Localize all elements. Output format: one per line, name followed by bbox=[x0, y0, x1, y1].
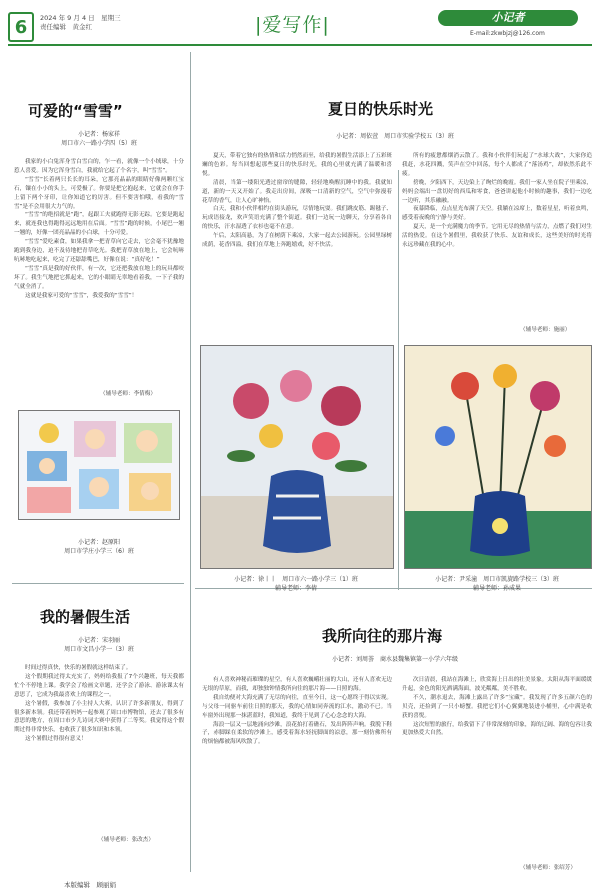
art-2-caption bbox=[200, 575, 392, 593]
article-1-author: 小记者：杨家祥 bbox=[77, 131, 120, 138]
article-4-byline: 小记者：刘周荟 商水县魏集镇第一小学六年级 bbox=[331, 656, 458, 663]
paragraph: 时间过得真快，快乐的暑假就这样结束了。 bbox=[25, 665, 132, 671]
paragraph: “雪雪”爱吃素食，如果我拿一把青草向它走去，它会毫不犹豫地跑到我身边，迫不及待地把青草吃光。我把青草放在地上，它会吭哧吭哧地吃起来，吃完了还舔舔嘴巴，好像在说：“真好吃！” bbox=[14, 239, 184, 263]
column-divider-left bbox=[190, 52, 191, 872]
article-1-body bbox=[14, 158, 184, 390]
paragraph: 这个假期我过得太充实了，妈妈给我报了7个兴趣班，每天我都忙个不停地上课。我学会了绘画文章题，还学会了游泳、游泳课太有意思了，它成为我最喜欢上的课程之一。 bbox=[14, 673, 184, 698]
responsible-editor: 责任编辑 黄金红 bbox=[40, 23, 92, 31]
article-4-col1 bbox=[202, 676, 392, 872]
article-4-col2 bbox=[402, 676, 592, 862]
paragraph: 所有的疲惫都烟消云散了。我和小伙伴们玩起了“水球大战”，大家你追我赶，水花四溅，笑声在空中回荡，每个人都成了“落汤鸡”，却依然乐此不疲。 bbox=[402, 153, 592, 177]
paragraph: 夜幕降临，点点星光布满了天空。我躺在凉席上，数着星星，听着虫鸣，感受着夜晚的宁静与美好。 bbox=[402, 206, 592, 222]
article-3-teacher: （辅导老师：张改杰） bbox=[98, 837, 154, 843]
article-3-author: 小记者：宋羽丽 bbox=[77, 637, 120, 644]
article-4-title: 我所向往的那片海 bbox=[322, 627, 443, 645]
art-3-author: 小记者：尹采潼 周口市凯旋路学校三（3）班 bbox=[435, 576, 559, 583]
flower-vase-illustration-1 bbox=[201, 346, 393, 568]
article-2-title: 夏日的快乐时光 bbox=[328, 100, 434, 118]
article-1-title: 可爱的“雪雪” bbox=[28, 102, 123, 120]
paragraph: 我家的小白兔浑身雪白雪白的，乍一看，就像一个小绒球，十分惹人喜爱。因为它浑身雪白，我就给它起了个名字，叫“雪雪”。 bbox=[14, 159, 184, 174]
column-divider-middle bbox=[398, 170, 399, 590]
paragraph: “雪雪”真是我的好伙伴，有一次，它还把我放在地上的玩具都咬坏了。我生气地把它抓起来，它的小眼睛无辜地看着我，一下子我的气就全消了。 bbox=[14, 265, 184, 290]
paragraph: 有人喜欢神秘而璀璨的星空，有人喜欢巍峨壮丽的大山，还有人喜欢无边无垠的草原，而我，却独独钟情我所向往的那片海——日照的海。 bbox=[202, 677, 392, 692]
paragraph: 午后，太阳高悬，为了在树荫下乘凉，大家一起去公园游玩。公园里绿树成荫，花香四溢，我们在草地上奔跑嬉戏，好不快活。 bbox=[202, 233, 392, 249]
issue-date: 2024 年 9 月 4 日 星期三 bbox=[40, 14, 121, 22]
paragraph: 夏天，带着它独有的热情和活力悄然而至，给我的暑假生活添上了五彩斑斓的色彩。每当回想起那些夏日的快乐时光，我的心里就充满了温暖和喜悦。 bbox=[202, 153, 392, 177]
paragraph: 次日清晨，我站在海滩上，欣赏海上日出的壮美景象。太阳从海平面缓缓升起，金色的阳光洒满海面，波光粼粼，美不胜收。 bbox=[402, 677, 592, 692]
section-title: |爱写作| bbox=[255, 14, 330, 36]
article-2-col2 bbox=[402, 152, 592, 322]
section-title-text: 爱写作 bbox=[262, 14, 323, 36]
row-divider-left bbox=[12, 583, 184, 584]
paragraph: “雪雪”的绝招就是“跑”，起跟工夫就跑得无影无踪。它要是跑起来，就连我也得跑得远远地用在后面。“雪雪”跑的时候，小尾巴一翘一翘的，好像一团亮晶晶的小白球，十分可爱。 bbox=[14, 212, 184, 237]
paragraph: 这次短暂的旅行，给我留下了非常深刻的印象，海的辽阔、海的包容让我更加热爱大自然。 bbox=[402, 721, 592, 737]
children-drawing-illustration bbox=[19, 411, 179, 519]
paragraph: “雪雪”长着两只长长的耳朵，它那亮晶晶的眼睛好像两颗红宝石，镶在小小的头上，可爱极了。你要是把它抱起来，它就会在你手上留下两个牙印，让你知道它的厉害。但不要害怕哦，看我的“雪雪”是不会用很大力气的。 bbox=[14, 176, 184, 210]
paragraph: 清晨，当第一缕阳光透过窗帘的缝隙，轻轻地唤醒沉睡中的我。我就知道，新的一天又开始了。我走出房间，深吸一口清新的空气，空气中弥漫着花草的香气，让人心旷神怡。 bbox=[202, 179, 392, 204]
article-3-byline bbox=[14, 636, 184, 654]
flower-vase-painting-1 bbox=[200, 345, 394, 569]
contact-email: E-mail:zkwbjzj@126.com bbox=[470, 30, 545, 37]
paragraph: 不久，潮水退去，海滩上露出了许多“宝藏”。我发现了许多五颜六色的贝壳，还捡到了一只小螃蟹。我把它们小心翼翼地装进小桶里，心中满是收获的喜悦。 bbox=[402, 694, 592, 719]
article-3-title: 我的暑假生活 bbox=[40, 608, 131, 626]
page-editor: 本版编辑 顾丽娟 bbox=[64, 881, 116, 889]
flower-vase-painting-2 bbox=[404, 345, 592, 569]
header-divider bbox=[8, 44, 592, 46]
paragraph: 夏天，是一个充满魔力的季节。它用无尽的热情与活力，点燃了我们对生活的热爱。在这个暑假里，我收获了快乐、友谊和成长，这些美好的时光将永远珍藏在我的心中。 bbox=[402, 224, 592, 249]
paragraph: 这个暑假，我参加了小主持人大赛，认识了许多新朋友，得到了很多新本领。我还带着妈妈一起参观了周口市博物馆，还去了很多有意思的地方，在周口市少儿诗词大赛中获得了二等奖。我觉得这个假期过得非常快乐，也收获了很多知识和本领。 bbox=[14, 700, 184, 734]
flower-vase-illustration-2 bbox=[405, 346, 591, 568]
article-4-teacher: （辅导老师：张绍芳） bbox=[520, 865, 576, 871]
art-3-teacher: 辅导老师：孙成果 bbox=[472, 585, 521, 592]
art-1-author: 小记者：赵原阳 bbox=[77, 539, 120, 546]
paragraph: 这个暑假过得很有意义！ bbox=[25, 736, 87, 743]
art-2-author: 小记者：徐丨丨 周口市六一路小学三（1）班 bbox=[234, 576, 358, 583]
paragraph: 我自幼便对大海充满了无尽的向往，直至今日，这一心愿终于得以实现。与父母一同驱车前往日照的那天，我的心情如同奔流的江水，激动不已。当车窗外出现那一抹湛蓝时，我知道，我终于见到了心心念念的大海。 bbox=[202, 694, 392, 719]
article-3-school: 周口市文昌小学一（3）班 bbox=[64, 646, 134, 653]
brand-logo: 小记者 bbox=[438, 10, 578, 26]
paragraph: 傍晚，夕阳西下，天边染上了绚烂的晚霞。我们一家人坐在院子里乘凉，妈妈会端出一盘切好的西瓜和零食，爸爸讲起他小时候的趣事，我们一边吃一边听，其乐融融。 bbox=[402, 179, 592, 204]
article-2-byline: 小记者：周依萱 周口市实验学校五（3）班 bbox=[336, 133, 454, 140]
paragraph: 这就是我家可爱的“雪雪”，我爱我的“雪雪”！ bbox=[25, 292, 138, 299]
article-1-teacher: （辅导老师：李倩梅） bbox=[100, 391, 156, 397]
children-drawing-image bbox=[18, 410, 180, 520]
art-3-caption bbox=[404, 575, 590, 593]
masthead-info bbox=[40, 14, 121, 32]
paragraph: 白天，我和小伙伴相约在街头游玩，尽情地玩耍。我们跳皮筋、踢毽子、玩成语接龙，欢声笑语充满了整个街道。我们一边玩一边聊天，分享着各自的快乐，汗水湿透了衣衫也毫不在意。 bbox=[202, 206, 392, 231]
page-number: 6 bbox=[8, 12, 34, 42]
paragraph: 海浪一层又一层地涌向沙滩，浪花拍打着礁石，发出阵阵声响。我脱下鞋子，赤脚踩在柔软的沙滩上，感受着海水轻抚脚面的凉意，那一刻仿佛所有的烦恼都被海风吹散了。 bbox=[202, 721, 392, 746]
art-1-caption bbox=[14, 538, 184, 556]
art-1-school: 周口市学庄小学三（6）班 bbox=[64, 548, 134, 555]
art-2-teacher: 辅导老师：李倩 bbox=[274, 585, 317, 592]
article-2-col1 bbox=[202, 152, 392, 338]
article-2-teacher: （辅导老师：施丽） bbox=[520, 327, 571, 333]
article-1-school: 周口市六一路小学四（5）班 bbox=[61, 140, 137, 147]
article-1-byline bbox=[14, 130, 184, 148]
article-3-body bbox=[14, 664, 184, 832]
